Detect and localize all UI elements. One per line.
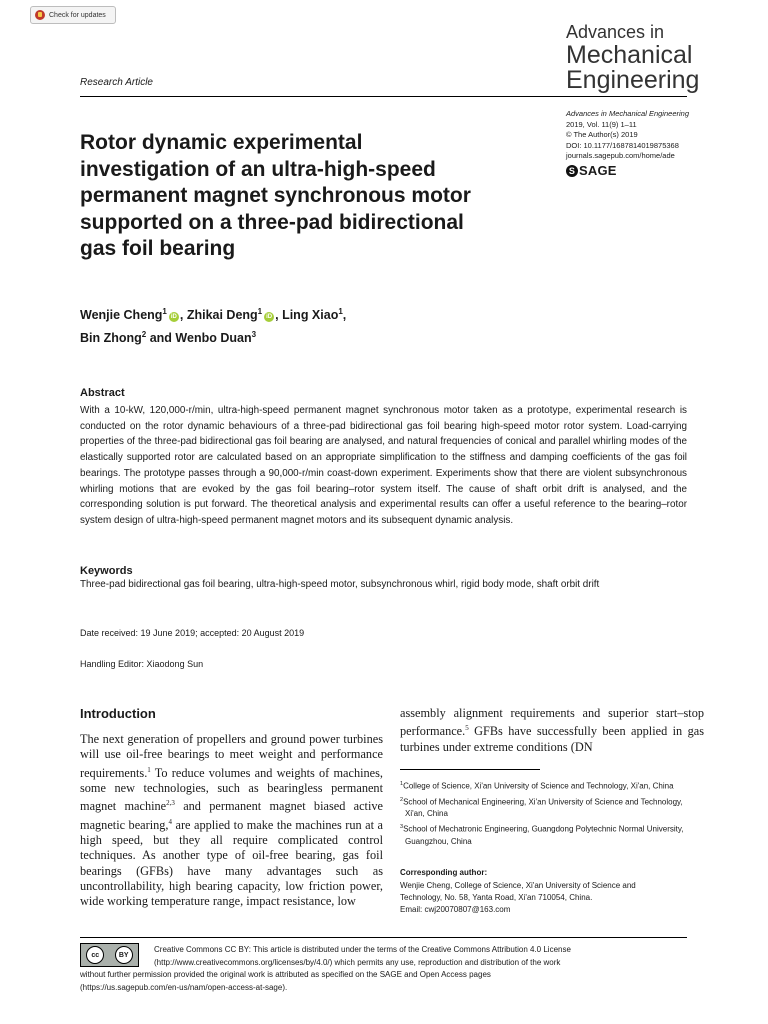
corresponding-line: Technology, No. 58, Yanta Road, Xi'an 710054, China.	[400, 893, 593, 902]
sage-s-icon: S	[566, 165, 578, 177]
intro-text: GFBs have successfully been applied in gas turbines under extreme conditions (DN	[400, 724, 704, 754]
author-name[interactable]: Bin Zhong	[80, 331, 142, 346]
article-title: Rotor dynamic experimental investigation of an ultra-high-speed permanent magnet synchronous motor supported on a three-pad bidirectional gas foil bearing	[80, 131, 471, 260]
intro-text: and permanent magnet biased active magnetic bearing,	[80, 799, 383, 832]
author-affiliation-mark: 2	[141, 330, 147, 340]
corresponding-author-details	[400, 880, 700, 916]
orcid-icon[interactable]: iD	[170, 314, 177, 321]
license-text	[80, 944, 690, 994]
journal-url[interactable]: journals.sagepub.com/home/ade	[566, 151, 675, 160]
author-affiliation-mark: 3	[251, 330, 257, 340]
author-list: Wenjie Cheng$^1$iD , Zhikai Deng$^1$iD , Ling Xiao$^1$, Bin Zhong$^2$ and Wenbo Duan$^3$	[80, 307, 347, 346]
license-line[interactable]: (https://us.sagepub.com/en-us/nam/open-access-at-sage).	[80, 982, 288, 992]
citation-ref[interactable]: 5	[465, 724, 469, 733]
introduction-left-column	[80, 732, 383, 910]
author-name[interactable]: Wenbo Duan	[175, 331, 252, 346]
intro-text: To reduce volumes and weights of machines, some new technologies, such as bearingless permanent magnet machine	[80, 765, 383, 814]
citation-volume: 2019, Vol. 11(9) 1–11	[566, 119, 637, 129]
license-line[interactable]: (http://www.creativecommons.org/licenses/by/4.0/) which permits any use, reproduction and distribution of the work	[154, 957, 561, 967]
affiliation-number: 3	[400, 824, 404, 831]
citation-copyright: © The Author(s) 2019	[566, 130, 638, 139]
corresponding-email[interactable]: Email: cwj20070807@163.com	[400, 905, 511, 914]
author-affiliation-mark: 1	[162, 307, 167, 316]
intro-text: are applied to make the machines run at a high speed, but they all require complicated control techniques. As another type of oil-free bearing, gas foil bearings (GFBs) have many advantages such as uncontrollability, high bearing capacity, low friction power, wide working temperature range, impact resistance, low	[80, 817, 383, 909]
intro-text: The next generation of propellers and ground power turbines will use oil-free bearings to meet weight and performance requirements.	[80, 732, 383, 780]
journal-title-line2: Mechanical	[566, 41, 693, 69]
header-divider	[80, 96, 687, 97]
abstract-text: With a 10-kW, 120,000-r/min, ultra-high-speed permanent magnet synchronous motor taken as a prototype, experimental research is conducted on the rotor dynamic behaviours of a three-pad bidirectional gas foil bearing high-speed motor rotor system. Load-carrying properties of the three-pad bidirectional gas foil bearing are analysed, and natural frequencies of conical and parallel whirling modes of the elastically supported rotor are calculated based on an appropriate simplification to the stiffness and damping coefficients of the gas foil bearings. The prototype passes through a 90,000-r/min coast-down experiment. Experiments show that there are violent subsynchronous whirling motions that are evoked by the gas foil bearing–rotor system itself. The cause of shaft orbit drift is analysed, and the corresponding solution is put forward. The theoretical analysis and experimental results can offer a useful reference to the bearing–rotor system design of ultra-high-speed permanent magnet motors and its subsequent dynamic analysis.	[80, 405, 687, 526]
citation-journal: Advances in Mechanical Engineering	[566, 109, 689, 118]
journal-title-line1: Advances in	[566, 22, 665, 42]
dates-received: Date received: 19 June 2019; accepted: 20 August 2019	[80, 628, 305, 638]
author-name[interactable]: Ling Xiao	[282, 308, 339, 323]
abstract-heading: Abstract	[80, 387, 125, 399]
corresponding-author-heading: Corresponding author:	[400, 868, 488, 877]
orcid-icon[interactable]: iD	[266, 314, 273, 321]
crossmark-icon	[35, 10, 45, 20]
introduction-heading: Introduction	[80, 706, 156, 721]
intro-text: assembly alignment requirements and superior start–stop performance.	[400, 706, 704, 739]
author-affiliation-mark: 1	[257, 307, 263, 316]
affiliation-text: School of Mechanical Engineering, Xi'an University of Science and Technology, Xi'an, China	[403, 797, 683, 819]
keywords-text: Three-pad bidirectional gas foil bearing, ultra-high-speed motor, subsynchronous whirl, rigid body mode, shaft orbit drift	[80, 579, 600, 590]
affiliation-text: School of Mechatronic Engineering, Guangdong Polytechnic Normal University, Guangzhou, China	[403, 824, 684, 846]
attribution-icon: BY	[115, 946, 133, 964]
affiliation-text: College of Science, Xi'an University of Science and Technology, Xi'an, China	[403, 781, 674, 791]
affiliation-divider	[400, 769, 540, 770]
author-name[interactable]: Wenjie Cheng	[80, 308, 163, 323]
journal-logo	[566, 22, 699, 93]
keywords-heading: Keywords	[80, 565, 133, 577]
author-affiliation-mark: 1	[338, 307, 343, 316]
check-for-updates-label: Check for updates	[49, 11, 106, 19]
affiliation-number: 2	[400, 796, 404, 803]
affiliation-item	[400, 821, 700, 848]
citation-block	[566, 109, 689, 162]
affiliation-list	[400, 778, 700, 849]
check-for-updates-badge[interactable]	[30, 6, 116, 24]
license-divider	[80, 937, 687, 938]
citation-ref[interactable]: 1	[147, 765, 151, 774]
license-line: without further permission provided the original work is attributed as specified on the SAGE and Open Access pages	[80, 970, 491, 979]
author-name[interactable]: Zhikai Deng	[186, 308, 258, 323]
license-line: Creative Commons CC BY: This article is distributed under the terms of the Creative Commons Attribution 4.0 License	[154, 945, 571, 954]
journal-title-line3: Engineering	[566, 66, 700, 94]
introduction-right-column	[400, 706, 704, 755]
citation-ref[interactable]: 2,3	[166, 799, 175, 808]
affiliation-number: 1	[400, 781, 404, 787]
citation-doi[interactable]: DOI: 10.1177/1687814019875368	[566, 140, 679, 150]
citation-ref[interactable]: 4	[168, 817, 173, 826]
creative-commons-icon: cc	[86, 946, 104, 964]
publisher-logo	[566, 163, 617, 178]
handling-editor: Handling Editor: Xiaodong Sun	[80, 659, 204, 669]
affiliation-item	[400, 794, 700, 821]
article-type: Research Article	[80, 77, 153, 88]
corresponding-line: Wenjie Cheng, College of Science, Xi'an University of Science and	[400, 881, 636, 890]
publisher-name: SAGE	[579, 163, 617, 178]
affiliation-item	[400, 778, 700, 793]
